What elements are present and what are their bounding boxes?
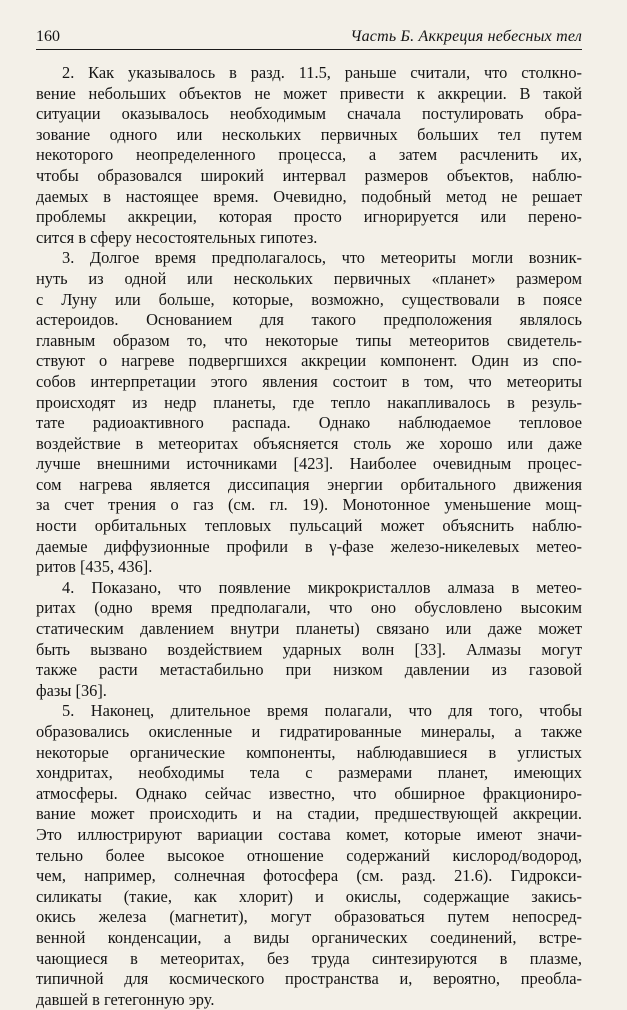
text-line: чающиеся в метеоритах, без труда синтезируются в плазме, [36,948,582,968]
text-line: сом нагрева является диссипация энергии орбитального движения [36,474,582,494]
text-line: венной конденсации, а виды органических соединений, встре- [36,927,582,947]
page-number: 160 [36,28,60,45]
text-line: также расти метастабильно при низком давлении из газовой [36,660,582,680]
text-line: воздействие в метеоритах объясняется столь же хорошо или даже [36,433,582,453]
text-line: вание может происходить и на стадии, предшествующей аккреции. [36,804,582,824]
text-line: быть вызвано воздействием ударных волн [33]. Алмазы могут [36,639,582,659]
text-line: тате радиоактивного распада. Однако наблюдаемое тепловое [36,413,582,433]
text-line: Это иллюстрируют вариации состава комет, которые имеют значи- [36,824,582,844]
text-line: 2. Как указывалось в разд. 11.5, раньше считали, что столкно- [62,63,582,82]
text-line: даемые диффузионные профили в γ-фазе железо-никелевых метео- [36,536,582,556]
paragraph-3 [36,248,582,578]
running-title: Часть Б. Аккреция небесных тел [350,28,582,45]
text-line: фазы [36]. [36,680,107,700]
text-line: силикаты (такие, как хлорит) и окислы, содержащие закись- [36,886,582,906]
text-line: зование одного или нескольких первичных больших тел путем [36,124,582,144]
paragraph-2 [36,63,582,248]
text-line: образовались окисленные и гидратированные минералы, а также [36,722,582,741]
text-line: чтобы образовался широкий интервал размеров объектов, наблю- [36,165,582,185]
text-line: 4. Показано, что появление микрокристаллов алмаза в метео- [62,577,582,597]
text-line: ности орбитальных тепловых пульсаций может объяснить наблю- [36,516,582,536]
text-line: за счет трения о газ (см. гл. 19). Монотонное уменьшение мощ- [36,495,582,515]
text-line: ритах (одно время предполагали, что оно обусловлено высоким [36,598,582,618]
text-line: тельно более высокое отношение содержаний кислород/водород, [36,845,582,865]
text-line: сится в сферу несостоятельных гипотез. [36,227,318,247]
text-line: ритов [435, 436]. [36,557,153,577]
page-header [36,27,582,50]
text-line: нуть из одной или нескольких первичных «планет» размером [36,268,582,288]
text-line: некоторые органические компоненты, наблюдавшиеся в углистых [36,742,582,762]
text-line: окись железа (магнетит), могут образоваться путем непосред- [36,907,582,927]
paragraph-4 [36,578,582,702]
text-line: 5. Наконец, длительное время полагали, что для того, чтобы [62,701,582,721]
page-body [36,63,582,1010]
text-line: с Луну или больше, которые, возможно, существовали в поясе [36,289,582,309]
text-line: происходят из недр планеты, где тепло накапливалось в резуль- [36,392,582,412]
text-line: проблемы аккреции, которая просто игнорируется или перено- [36,207,582,227]
text-line: ствуют о нагреве подвергшихся аккреции компонент. Один из спо- [36,351,582,371]
text-line: астероидов. Основанием для такого предположения являлось [36,310,582,330]
text-line: статическим давлением внутри планеты) связано или даже может [36,619,582,639]
text-line: хондритах, необходимы тела с размерами планет, имеющих [36,763,582,783]
text-line: ситуации оказывалось необходимым сначала постулировать обра- [36,104,582,124]
text-line: главным образом то, что некоторые типы метеоритов свидетель- [36,330,582,350]
text-line: давшей в гетегонную эру. [36,989,215,1009]
text-line: вение небольших объектов не может привести к аккреции. В такой [36,83,582,103]
text-line: атмосферы. Однако сейчас известно, что обширное фракциониро- [36,783,582,803]
text-line: типичной для космического пространства и, вероятно, преобла- [36,969,582,989]
text-line: собов интерпретации этого явления состоит в том, что метеориты [36,371,582,391]
paragraph-5 [36,701,582,1010]
text-line: чем, например, солнечная фотосфера (см. разд. 21.6). Гидрокси- [36,866,582,886]
text-line: лучше внешними источниками [423]. Наиболее очевидным процес- [36,454,582,474]
text-line: некоторого неопределенного процесса, а затем расчленить их, [36,145,582,165]
text-line: даемых в настоящее время. Очевидно, подобный метод не решает [36,186,582,206]
text-line: 3. Долгое время предполагалось, что метеориты могли возник- [62,248,582,268]
